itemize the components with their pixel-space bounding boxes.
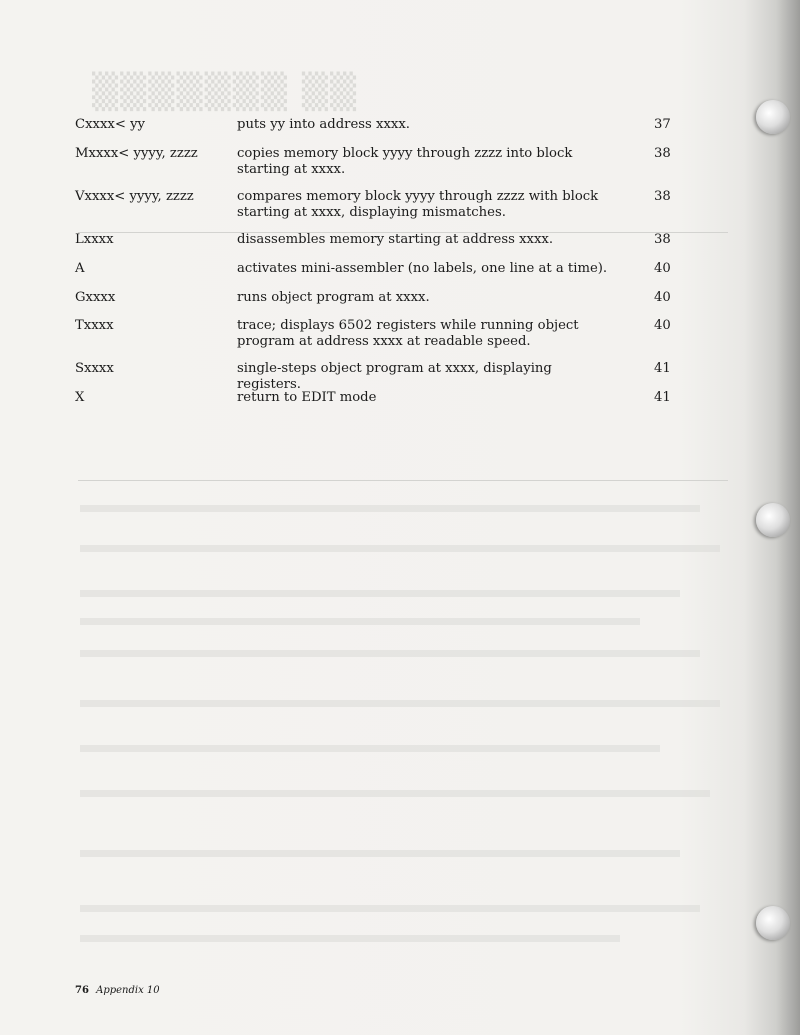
bleed-through-text (80, 505, 700, 512)
description: compares memory block yyyy through zzzz with block starting at xxxx, displaying mismatches. (237, 189, 599, 220)
bleed-through-text (80, 935, 620, 942)
command: Sxxxx (75, 361, 114, 376)
bleed-through-text (80, 700, 720, 707)
bleed-through-text (80, 618, 640, 625)
bleed-through-text (80, 545, 720, 552)
command: Vxxxx< yyyy, zzzz (75, 189, 194, 204)
bleed-through-text (80, 905, 700, 912)
appendix-label: Appendix 10 (96, 985, 160, 996)
page-reference: 41 (654, 390, 671, 405)
description: activates mini-assembler (no labels, one line at a time). (237, 261, 608, 276)
bleed-through-text (80, 745, 660, 752)
page-reference: 38 (654, 189, 671, 204)
bleed-through-heading: ▒▒▒▒▒▒▒ ▒▒ (92, 72, 359, 112)
page-reference: 37 (654, 117, 671, 132)
description: disassembles memory starting at address xxxx. (237, 232, 554, 247)
page-footer (75, 985, 160, 996)
bleed-through-text (80, 790, 710, 797)
description: single-steps object program at xxxx, displaying registers. (237, 361, 552, 392)
bleed-through-rule (78, 480, 728, 481)
page-reference: 40 (654, 290, 671, 305)
description: copies memory block yyyy through zzzz into block starting at xxxx. (237, 146, 573, 177)
bleed-through-text (80, 650, 700, 657)
binder-hole (756, 100, 790, 134)
command: Mxxxx< yyyy, zzzz (75, 146, 198, 161)
page-reference: 40 (654, 318, 671, 333)
page-number: 76 (75, 985, 89, 996)
page-reference: 38 (654, 232, 671, 247)
description: puts yy into address xxxx. (237, 117, 410, 132)
page-reference: 38 (654, 146, 671, 161)
binder-hole (756, 503, 790, 537)
page-reference: 41 (654, 361, 671, 376)
description: runs object program at xxxx. (237, 290, 430, 305)
command: X (75, 390, 85, 405)
command: Cxxxx< yy (75, 117, 145, 132)
command: A (75, 261, 85, 276)
binder-hole (756, 906, 790, 940)
command: Lxxxx (75, 232, 114, 247)
page-reference: 40 (654, 261, 671, 276)
bleed-through-text (80, 590, 680, 597)
command: Txxxx (75, 318, 114, 333)
command: Gxxxx (75, 290, 116, 305)
description: trace; displays 6502 registers while running object program at address xxxx at readable speed. (237, 318, 579, 349)
description: return to EDIT mode (237, 390, 377, 405)
bleed-through-text (80, 850, 680, 857)
